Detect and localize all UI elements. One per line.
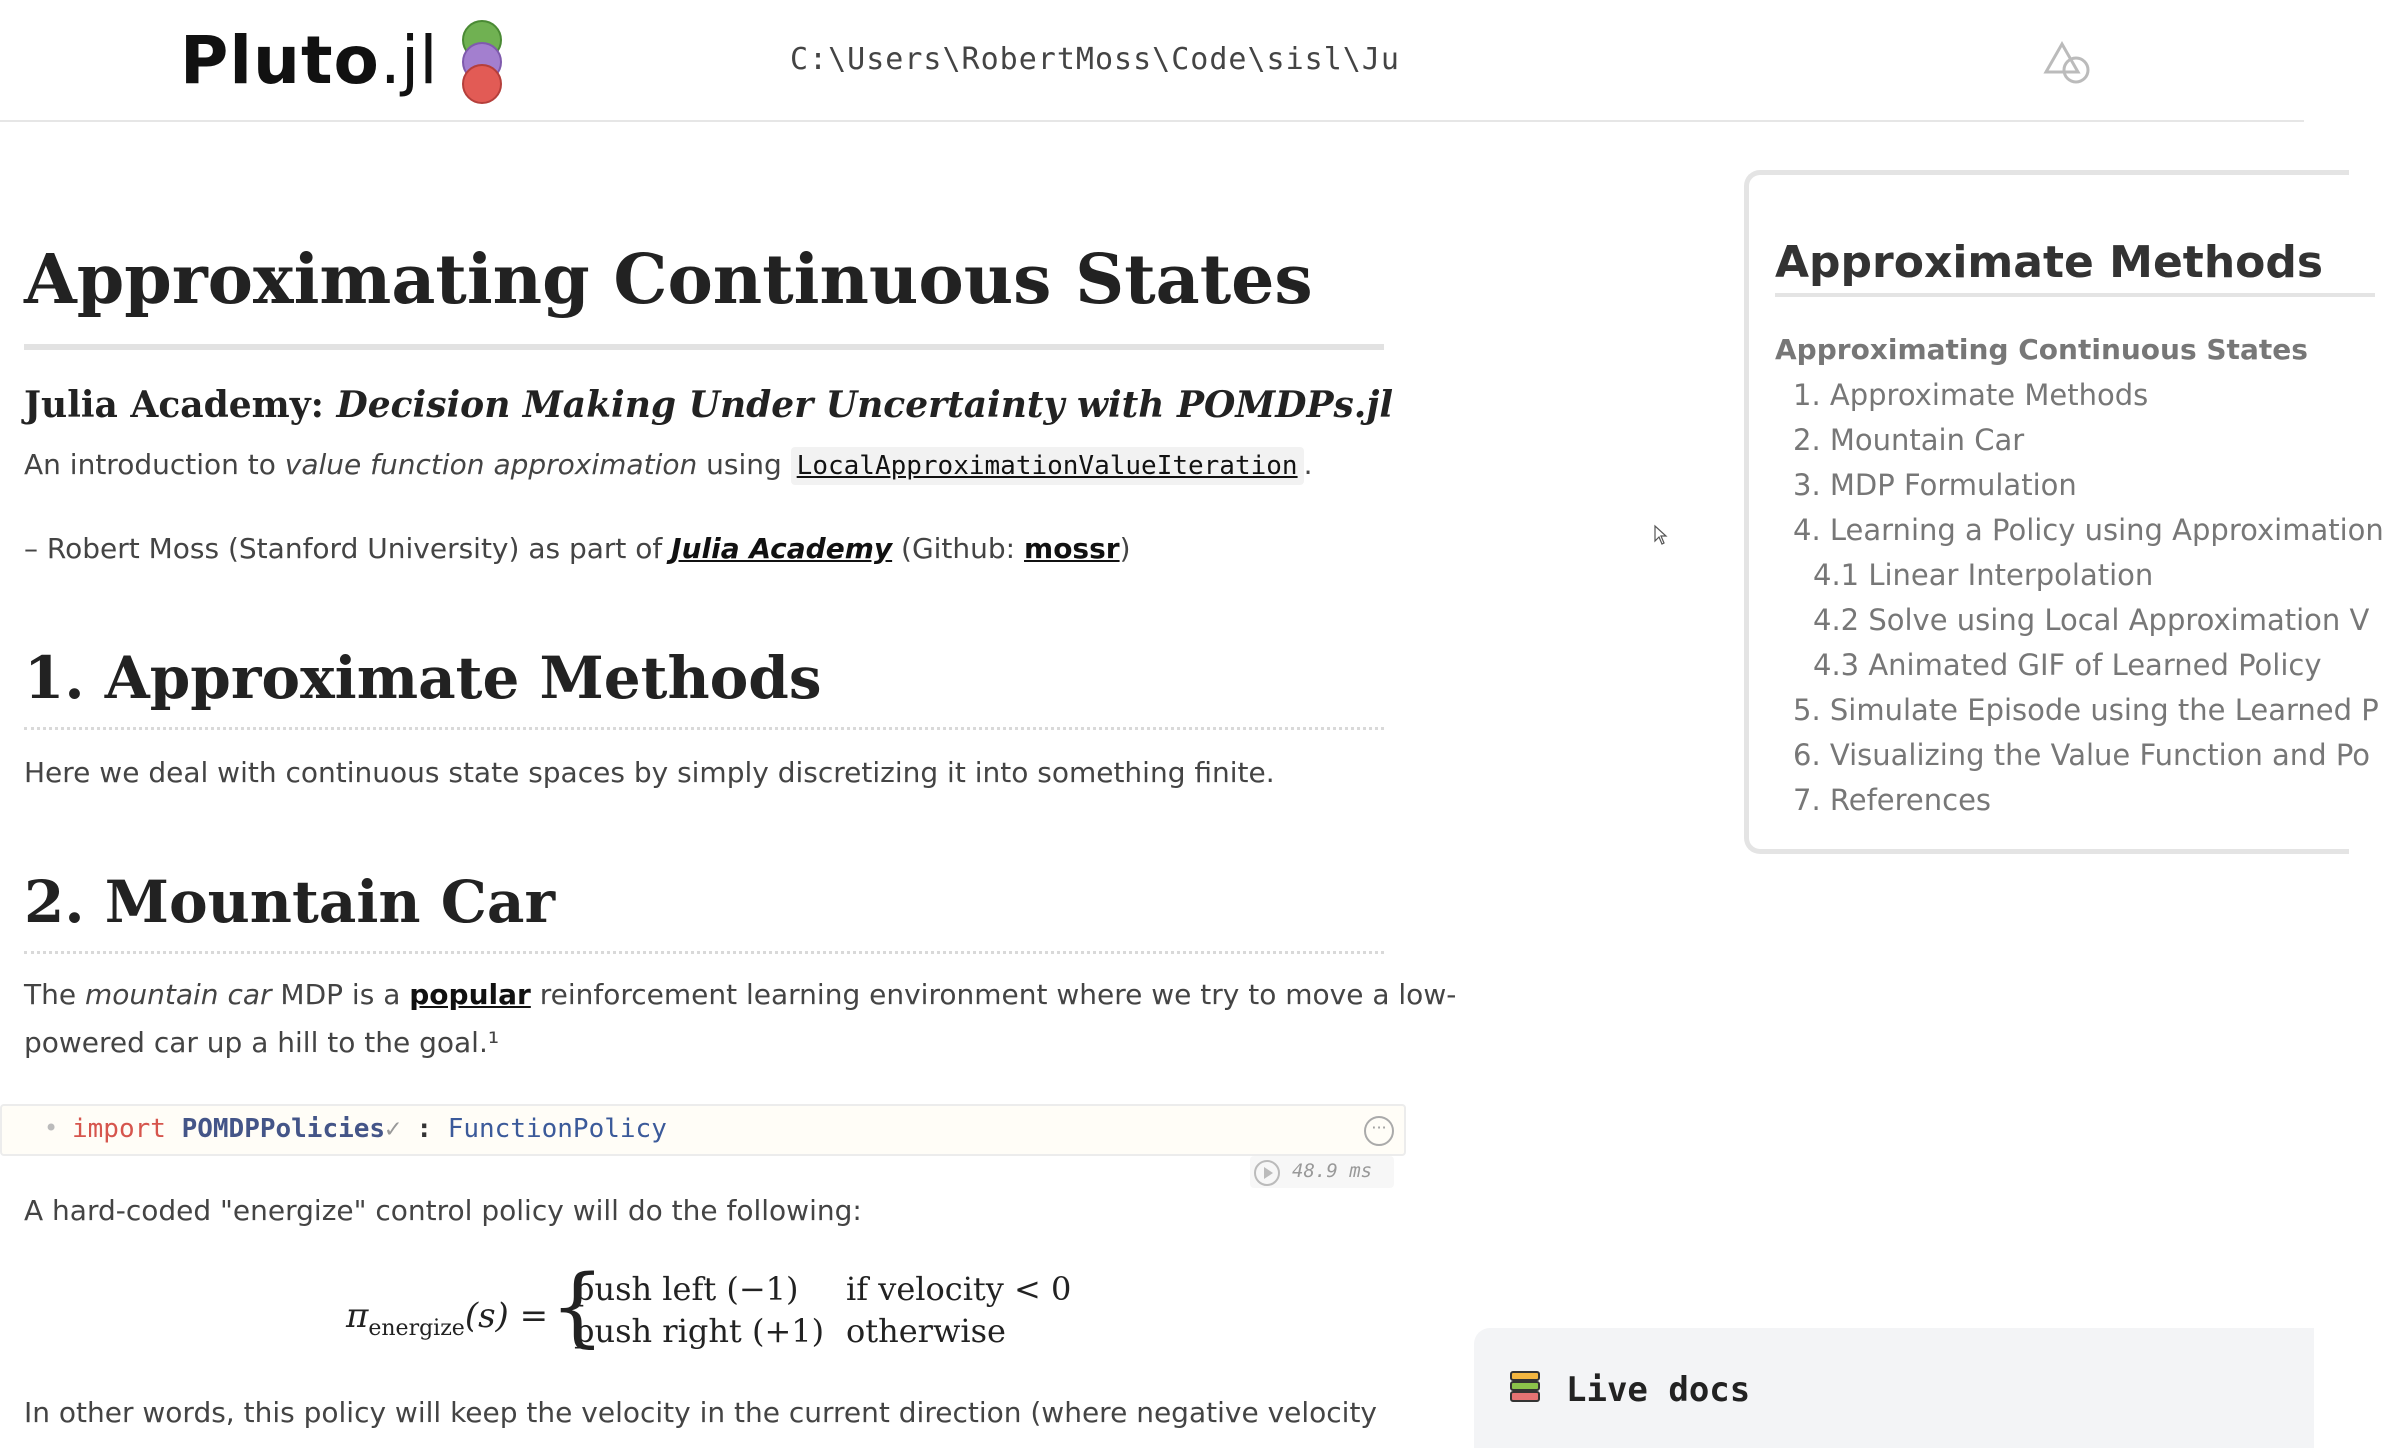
author-paragraph [24,532,1131,565]
runtime-text: 48.9 ms [1292,1160,1373,1182]
toc-item[interactable]: 6. Visualizing the Value Function and Po [1793,738,2371,772]
toc-item[interactable]: 4.2 Solve using Local Approximation V [1813,603,2370,637]
julia-academy-link[interactable]: Julia Academy [671,532,893,565]
live-docs-label: Live docs [1566,1370,1751,1410]
logo-text-bold: Pluto [180,21,380,99]
toc-item[interactable]: 4.1 Linear Interpolation [1813,558,2154,592]
section-heading-approximate-methods: 1. Approximate Methods [24,644,822,712]
play-icon[interactable] [1254,1160,1280,1186]
bottom-paragraph: In other words, this policy will keep the velocity in the current direction (where negative velocity [24,1396,1377,1429]
code-keyword: import [72,1114,166,1144]
notebook-subtitle [24,384,1393,426]
s2-post: reinforcement learning environment where we try to move a low- [530,978,1457,1011]
intro-mid: using [697,448,791,481]
toc-divider [1775,293,2375,297]
section2-line2: powered car up a hill to the goal.¹ [24,1026,500,1059]
pi-argument: (s) = [464,1296,549,1336]
code-module: POMDPPolicies [181,1114,386,1144]
toc-item[interactable]: 1. Approximate Methods [1793,378,2149,412]
popular-link[interactable]: popular [409,978,531,1011]
subtitle-italic: Decision Making Under Uncertainty with POMDPs.jl [336,384,1394,426]
code-symbol: FunctionPolicy [447,1114,667,1144]
intro-italic: value function approximation [284,448,698,481]
policy-text: A hard-coded "energize" control policy will do the following: [24,1194,862,1227]
code-colon: : [400,1114,448,1144]
intro-post: . [1303,448,1313,481]
case1-cond: if velocity < 0 [846,1270,1072,1308]
toc-item[interactable]: 2. Mountain Car [1793,423,2025,457]
author-pre: – Robert Moss (Stanford University) as part of [24,532,672,565]
code-link-localapprox[interactable]: LocalApproximationValueIteration [791,447,1304,485]
toc-item[interactable]: 4.3 Animated GIF of Learned Policy [1813,648,2322,682]
section2-line1 [24,978,1456,1011]
author-mid: (Github: [892,532,1025,565]
table-of-contents [1744,170,2384,854]
section1-text: Here we deal with continuous state spaces by simply discretizing it into something finite. [24,756,1275,789]
toc-item[interactable]: Approximating Continuous States [1775,333,2308,366]
notebook-path-input[interactable]: C:\Users\RobertMoss\Code\sisl\Ju [790,42,1400,77]
header [0,0,2304,122]
toc-item[interactable]: 4. Learning a Policy using Approximation [1793,513,2384,547]
author-post: ) [1119,532,1131,565]
section2-divider [24,951,1384,954]
intro-paragraph [24,448,1312,481]
code-cell[interactable] [0,1104,1406,1156]
section-heading-mountain-car: 2. Mountain Car [24,868,556,936]
subtitle-prefix: Julia Academy: [24,384,337,426]
cases-brace: { [550,1257,605,1357]
toc-item[interactable]: 3. MDP Formulation [1793,468,2077,502]
toc-item[interactable]: 5. Simulate Episode using the Learned P [1793,693,2379,727]
pluto-logo[interactable] [180,18,502,102]
section1-divider [24,727,1384,730]
cell-menu-icon[interactable]: ··· [1364,1116,1394,1146]
books-icon [1508,1370,1542,1404]
toc-title: Approximate Methods [1775,237,2324,288]
case1-expr: push left (−1) [574,1270,799,1308]
cell-bullet-icon: • [44,1114,59,1142]
s2-mid: MDP is a [271,978,410,1011]
pi-subscript: energize [368,1315,465,1341]
cell-code[interactable] [72,1114,667,1144]
case2-expr: push right (+1) [574,1312,825,1350]
pi-symbol: π [346,1296,369,1336]
title-divider [24,344,1384,350]
live-docs-panel[interactable] [1474,1328,2314,1448]
intro-pre: An introduction to [24,448,285,481]
equation-lhs [346,1296,548,1341]
s2-italic: mountain car [84,978,272,1011]
logo-text-light: .jl [379,21,438,99]
pluto-dots-icon [458,18,502,102]
mossr-link[interactable]: mossr [1024,532,1120,565]
s2-pre: The [24,978,85,1011]
page-title: Approximating Continuous States [24,240,1313,320]
toc-item[interactable]: 7. References [1793,783,1992,817]
cell-runtime[interactable] [1250,1156,1394,1188]
shapes-icon[interactable] [2040,36,2092,88]
check-icon: ✓ [385,1114,401,1144]
mouse-cursor-icon [1654,525,1668,545]
case2-cond: otherwise [846,1312,1006,1350]
